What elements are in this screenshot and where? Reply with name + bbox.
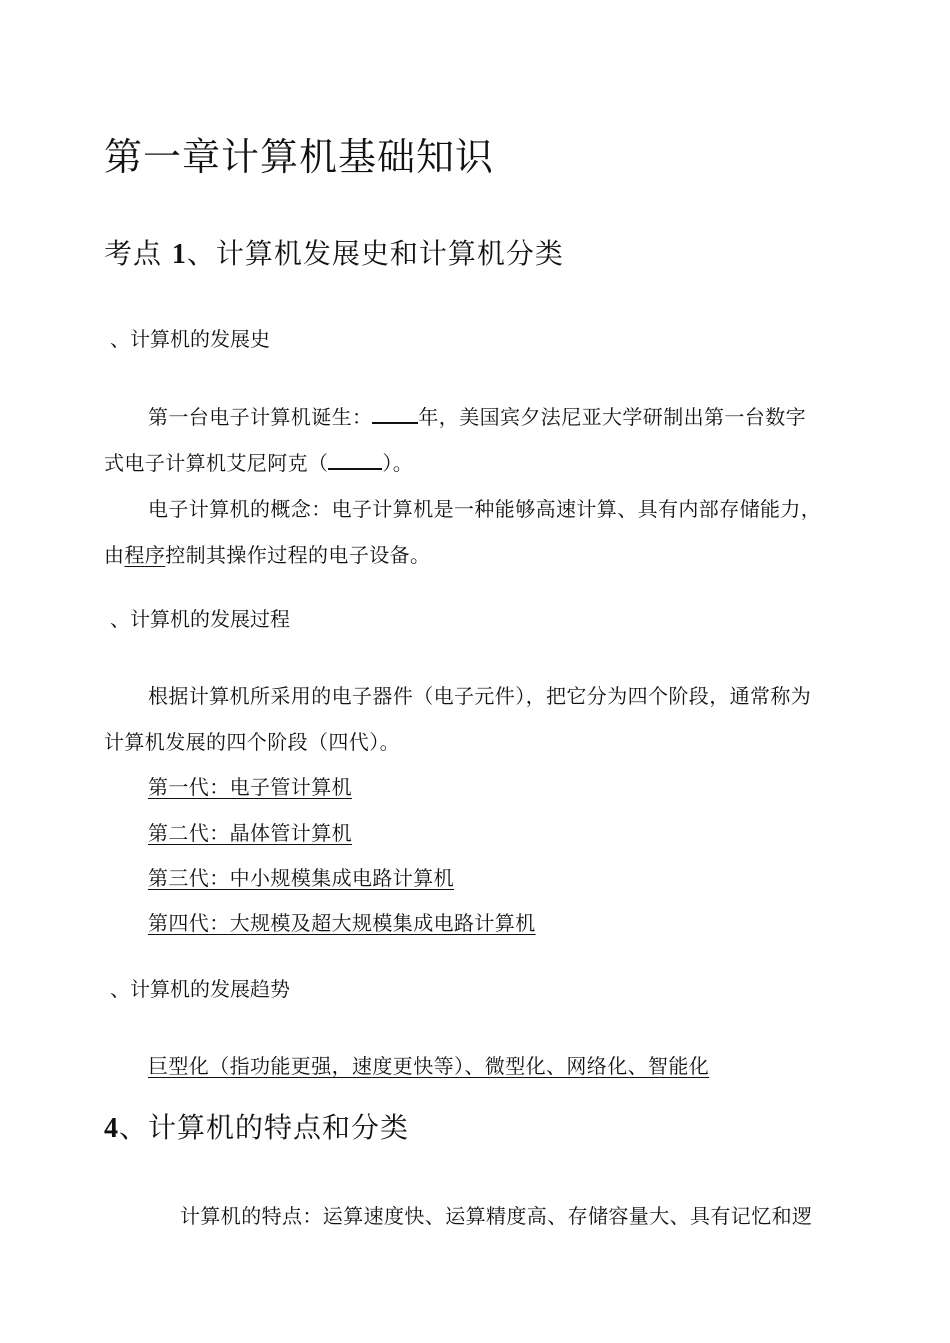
concept-text-b: 控制其操作过程的电子设备。 [165, 543, 431, 567]
generation-3: 第三代：中小规模集成电路计算机 [148, 866, 454, 890]
concept-line-2 [104, 539, 430, 568]
program-keyword: 程序 [124, 543, 166, 567]
birth-line-2 [104, 447, 413, 476]
generation-2: 第二代：晶体管计算机 [148, 821, 352, 845]
eniac-text-a: 式电子计算机艾尼阿克（ [104, 451, 329, 475]
trend-line: 巨型化（指功能更强，速度更快等）、微型化、网络化、智能化 [148, 1054, 710, 1078]
concept-text-a: 由 [104, 543, 125, 567]
section4-title [104, 1106, 409, 1146]
chapter-title: 第一章计算机基础知识 [104, 135, 495, 179]
section-title-text: 、计算机发展史和计算机分类 [186, 237, 564, 270]
features-line: 计算机的特点：运算速度快、运算精度高、存储容量大、具有记忆和逻 [180, 1204, 813, 1228]
section-title [104, 232, 564, 272]
subheading-trend: 、计算机的发展趋势 [110, 977, 290, 1001]
section4-number: 4 [104, 1113, 119, 1144]
birth-text-b: 年，美国宾夕法尼亚大学研制出第一台数字 [418, 405, 807, 429]
section-prefix: 考点 [104, 237, 172, 270]
birth-line-1 [148, 401, 806, 430]
section4-title-text: 、计算机的特点和分类 [119, 1111, 410, 1144]
eniac-text-b: ）。 [382, 451, 414, 475]
section-number: 1 [171, 239, 187, 270]
birth-text-a: 第一台电子计算机诞生： [148, 405, 373, 429]
concept-line-1: 电子计算机的概念：电子计算机是一种能够高速计算、具有内部存储能力， [148, 497, 822, 521]
subheading-history: 、计算机的发展史 [110, 327, 270, 351]
eniac-blank [328, 448, 382, 470]
subheading-process: 、计算机的发展过程 [110, 607, 290, 631]
generation-4: 第四代：大规模及超大规模集成电路计算机 [148, 911, 536, 935]
year-blank [372, 402, 418, 424]
process-line-2: 计算机发展的四个阶段（四代）。 [104, 730, 400, 754]
generation-1: 第一代：电子管计算机 [148, 775, 352, 799]
process-line-1: 根据计算机所采用的电子器件（电子元件），把它分为四个阶段，通常称为 [148, 684, 812, 708]
